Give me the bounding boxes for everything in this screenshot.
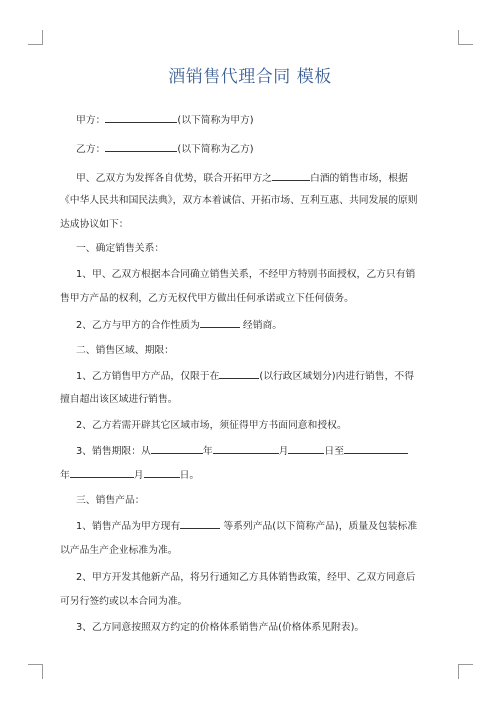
crop-mark-bottom-left	[28, 664, 43, 679]
intro-line-2: 《中华人民共和国民法典》，双方本着诚信、开拓市场、互利互惠、共同发展的原则	[60, 195, 418, 206]
document-title: 酒销售代理合同 模板	[168, 67, 332, 87]
end-month-blank	[70, 467, 134, 478]
party-b-blank	[105, 141, 177, 152]
section-3-clause-2-line-2: 可另行签约或以本合同为准。	[60, 596, 188, 607]
section-1-clause-1-line-1: 1、甲、乙双方根据本合同确立销售关系，不经甲方特别书面授权，乙方只有销	[76, 269, 416, 280]
section-2-clause-3-line-2: 年 月 日。	[60, 467, 199, 481]
section-2-clause-3-line-1: 3、销售期限：从 年 月 日至	[76, 443, 408, 457]
section-2-clause-1-line-1: 1、乙方销售甲方产品，仅限于在 (以行政区域划分)内进行销售，不得	[76, 368, 414, 382]
start-month-blank	[213, 443, 279, 454]
party-a-blank	[105, 112, 177, 123]
section-3-heading: 三、销售产品：	[76, 495, 145, 506]
start-day-blank	[288, 443, 324, 454]
end-day-blank	[144, 467, 180, 478]
crop-mark-top-left	[28, 30, 43, 45]
start-year-blank	[151, 443, 203, 454]
section-2-clause-2: 2、乙方若需开辟其它区域市场，须征得甲方书面同意和授权。	[76, 420, 347, 431]
crop-mark-top-right	[458, 30, 473, 45]
section-3-clause-3: 3、乙方同意按照双方约定的价格体系销售产品(价格体系见附表)。	[76, 622, 365, 633]
section-2-heading: 二、销售区域、期限：	[76, 345, 174, 356]
section-1-clause-2: 2、乙方与甲方的合作性质为 经销商。	[76, 317, 282, 331]
section-1-clause-1-line-2: 售甲方产品的权利，乙方无权代甲方做出任何承诺或立下任何债务。	[60, 293, 354, 304]
party-b-line: 乙方： (以下简称为乙方)	[76, 141, 254, 155]
section-2-clause-1-line-2: 擅自超出该区域进行销售。	[60, 394, 178, 405]
section-1-heading: 一、确定销售关系：	[76, 243, 165, 254]
party-a-line: 甲方： (以下简称为甲方)	[76, 112, 254, 126]
crop-mark-bottom-right	[458, 664, 473, 679]
end-year-blank	[344, 443, 408, 454]
cooperation-nature-blank	[200, 317, 240, 328]
section-3-clause-2-line-1: 2、甲方开发其他新产品，将另行通知乙方具体销售政策，经甲、乙双方同意后	[76, 572, 416, 583]
intro-blank	[272, 170, 310, 181]
product-series-blank	[180, 518, 220, 529]
section-3-clause-1-line-2: 以产品生产企业标准为准。	[60, 545, 178, 556]
region-blank	[219, 368, 259, 379]
intro-line-1: 甲、乙双方为发挥各自优势，联合开拓甲方之 白酒的销售市场，根据	[76, 170, 408, 184]
section-3-clause-1-line-1: 1、销售产品为甲方现有 等系列产品(以下简称产品)，质量及包装标准	[76, 518, 417, 532]
intro-line-3: 达成协议如下：	[60, 219, 129, 230]
